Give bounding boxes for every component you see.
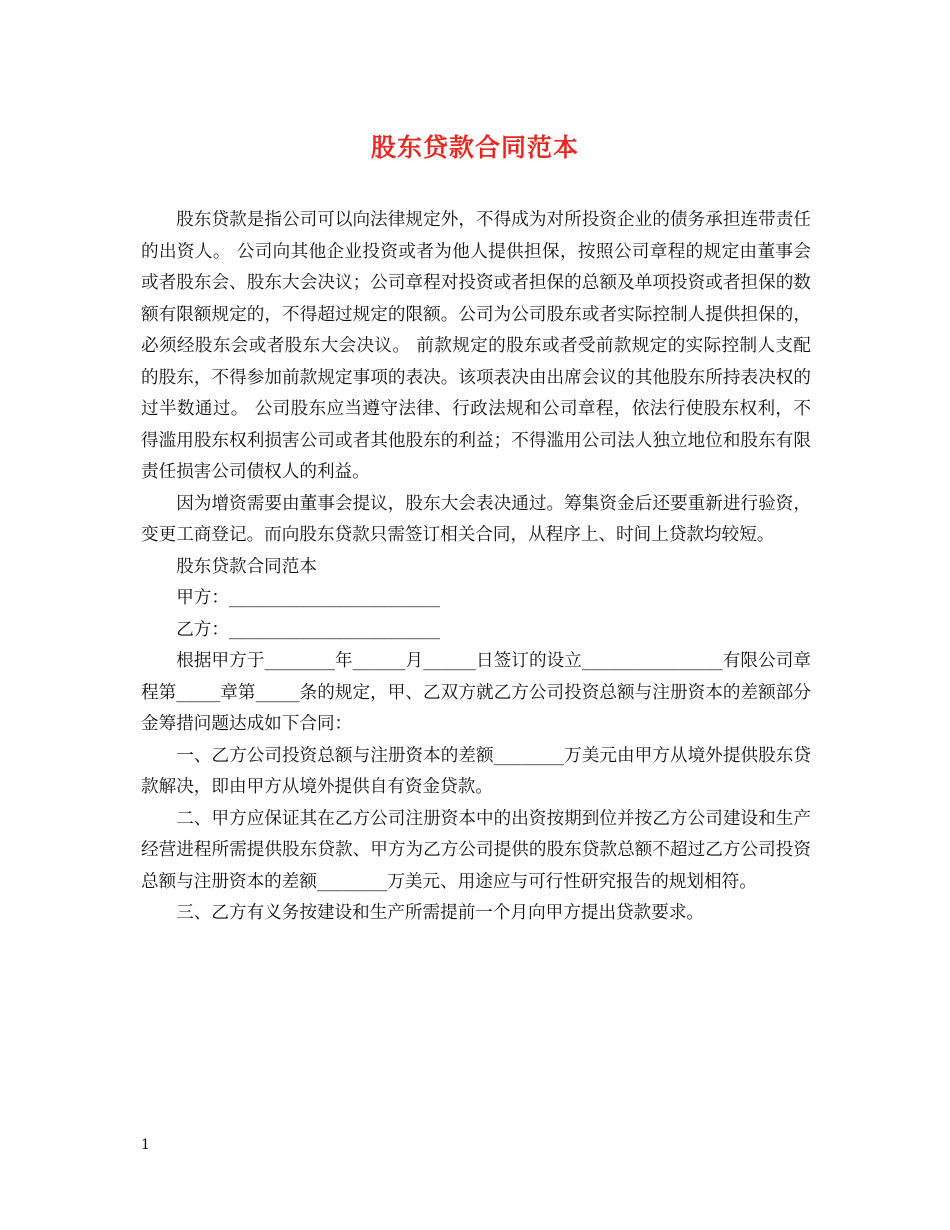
party-b-line: 乙方：________________________ — [176, 619, 441, 640]
paragraph-definition: 股东贷款是指公司可以向法律规定外，不得成为对所投资企业的债务承担连带责任的出资人。 公司向其他企业投资或者为他人提供担保，按照公司章程的规定由董事会或者股东会、股东大会决议；公司章程对投资或者担保的总额及单项投资或者担保的数额有限额规定的，不得超过规定的限额。公司为公司股东或者实际控制人提供担保的，必须经股东会或者股东大会决议。 前款规定的股东或者受前款规定的实际控制人支配的股东，不得参加前款规定事项的表决。该项表决由出席会议的其他股东所持表决权的过半数通过。 公司股东应当遵守法律、行政法规和公司章程，依法行使股东权利，不得滥用股东权利损害公司或者其他股东的利益；不得滥用公司法人独立地位和股东有限责任损害公司债权人的利益。 — [141, 210, 811, 482]
paragraph-preamble: 根据甲方于________年______月______日签订的设立________________有限公司章程第_____章第_____条的规定，甲、乙双方就乙方公司投资总额与注册资本的差额部分金筹措问题达成如下合同： — [141, 651, 811, 734]
document-title: 股东贷款合同范本 — [370, 133, 579, 162]
document-body — [141, 205, 811, 930]
party-a-line: 甲方：________________________ — [176, 588, 441, 608]
page-number: 1 — [141, 1137, 150, 1153]
clause-two: 二、甲方应保证其在乙方公司注册资本中的出资按期到位并按乙方公司建设和生产经营进程所需提供股东贷款、甲方为乙方公司提供的股东贷款总额不超过乙方公司投资总额与注册资本的差额________万美元、用途应与可行性研究报告的规划相符。 — [141, 808, 811, 892]
clause-one: 一、乙方公司投资总额与注册资本的差额________万美元由甲方从境外提供股东贷款解决，即由甲方从境外提供自有资金贷款。 — [141, 745, 811, 797]
paragraph-capital-increase: 因为增资需要由董事会提议，股东大会表决通过。筹集资金后还要重新进行验资，变更工商登记。而向股东贷款只需签订相关合同，从程序上、时间上贷款均较短。 — [141, 493, 811, 545]
paragraph-contract-heading: 股东贷款合同范本 — [176, 556, 317, 577]
clause-three: 三、乙方有义务按建设和生产所需提前一个月向甲方提出贷款要求。 — [176, 903, 705, 923]
